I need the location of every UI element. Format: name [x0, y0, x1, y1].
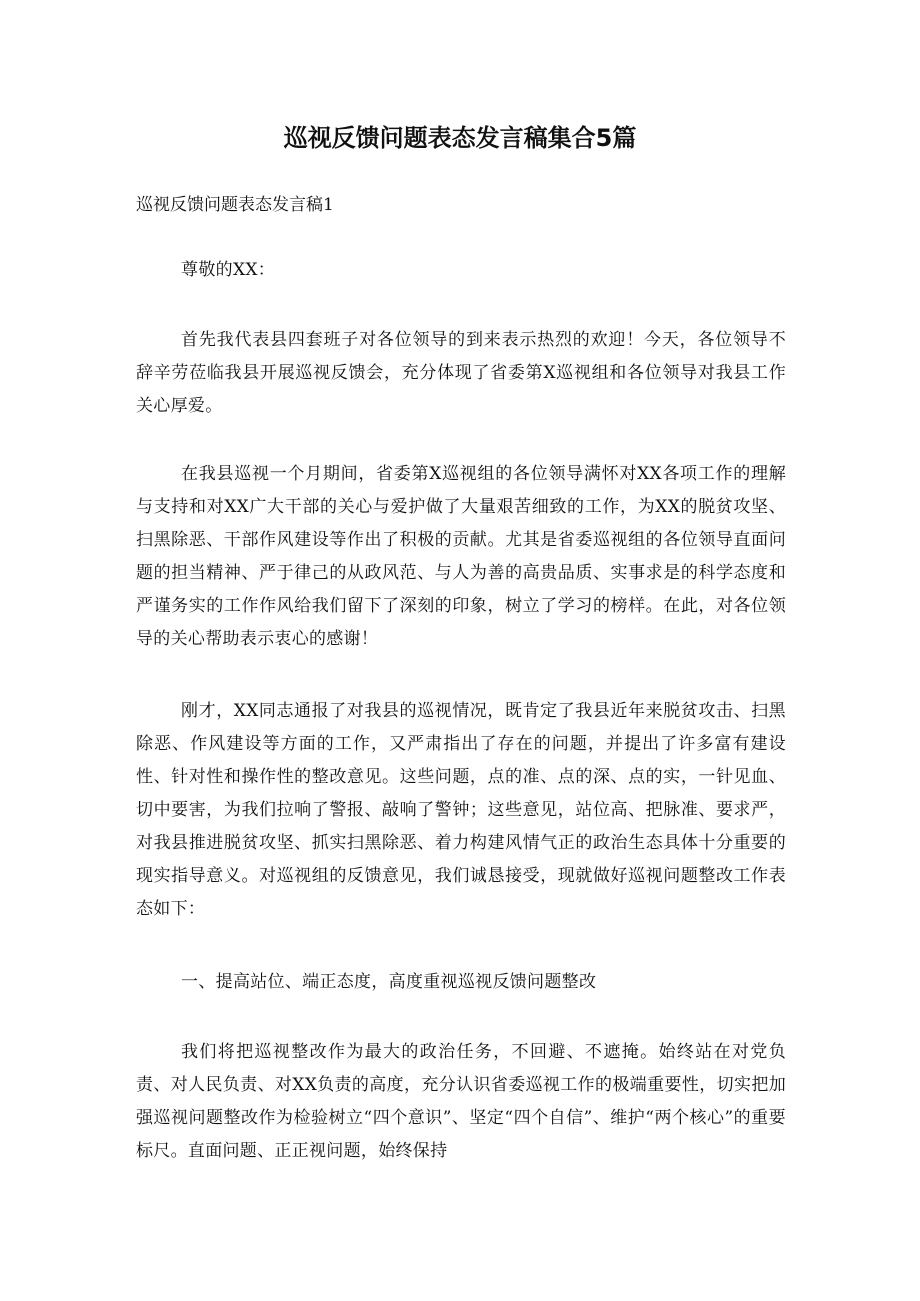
section-heading-1: 一、提高站位、端正态度，高度重视巡视反馈问题整改 [181, 972, 597, 992]
paragraph-2: 在我县巡视一个月期间，省委第X巡视组的各位领导满怀对XX各项工作的理解与支持和对XX广大干部的关心与爱护做了大量艰苦细致的工作，为XX的脱贫攻坚、扫黑除恶、干部作风建设等作出了积极的贡献。尤其是省委巡视组的各位领导直面问题的担当精神、严于律己的从政风范、与人为善的高贵品质、实事求是的科学态度和严谨务实的工作作风给我们留下了深刻的印象，树立了学习的榜样。在此，对各位领导的关心帮助表示衷心的感谢！ [136, 464, 786, 649]
paragraph-1: 首先我代表县四套班子对各位领导的到来表示热烈的欢迎！今天，各位领导不辞辛劳莅临我县开展巡视反馈会，充分体现了省委第X巡视组和各位领导对我县工作关心厚爱。 [136, 330, 786, 416]
section-subtitle: 巡视反馈问题表态发言稿1 [136, 195, 334, 215]
paragraph-4: 我们将把巡视整改作为最大的政治任务，不回避、不遮掩。始终站在对党负责、对人民负责、对XX负责的高度，充分认识省委巡视工作的极端重要性，切实把加强巡视问题整改作为检验树立“四个意识”、坚定“四个自信”、维护“两个核心”的重要标尺。直面问题、正正视问题，始终保持 [136, 1042, 786, 1161]
paragraph-3: 刚才，XX同志通报了对我县的巡视情况，既肯定了我县近年来脱贫攻击、扫黑除恶、作风建设等方面的工作，又严肃指出了存在的问题，并提出了许多富有建设性、针对性和操作性的整改意见。这些问题，点的准、点的深、点的实，一针见血、切中要害，为我们拉响了警报、敲响了警钟；这些意见，站位高、把脉准、要求严，对我县推进脱贫攻坚、抓实扫黑除恶、着力构建风情气正的政治生态具体十分重要的现实指导意义。对巡视组的反馈意见，我们诚恳接受，现就做好巡视问题整改工作表态如下： [136, 701, 786, 919]
document-title: 巡视反馈问题表态发言稿集合5篇 [283, 124, 637, 152]
greeting: 尊敬的XX： [181, 260, 276, 280]
